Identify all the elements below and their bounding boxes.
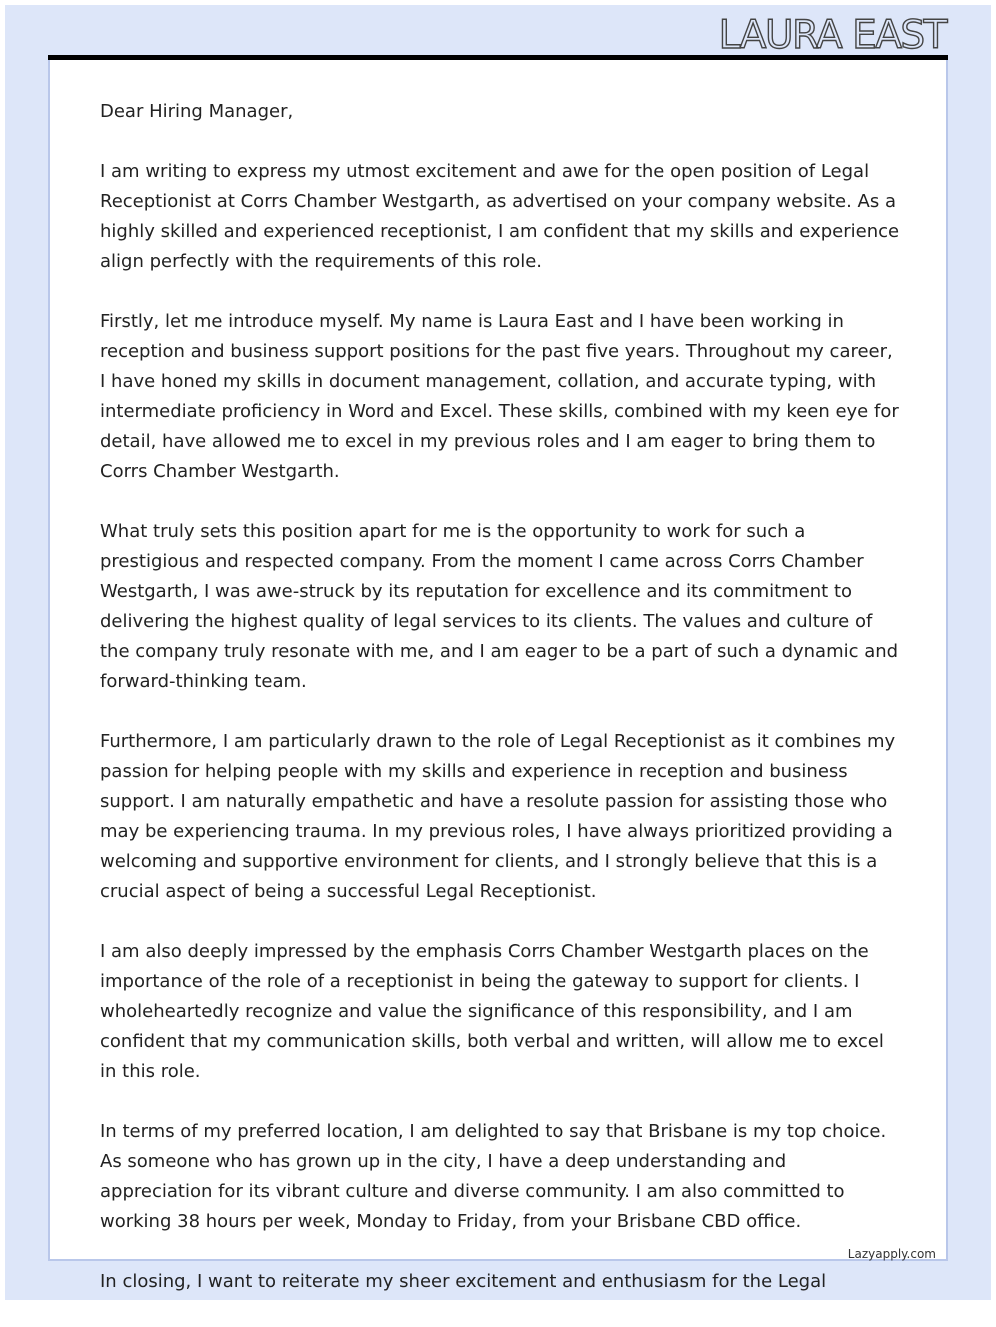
applicant-name: LAURA EAST	[718, 13, 946, 58]
paragraph: I am writing to express my utmost excitement and awe for the open position of Legal Receptionist at Corrs Chamber Westgarth, as advertised on your company website. As a highly skilled and experienced receptionist, I am confident that my skills and experience align perfectly with the requirements of this role.	[100, 161, 900, 272]
letter-body	[100, 97, 900, 1327]
watermark: Lazyapply.com	[847, 1247, 936, 1261]
paragraph: Furthermore, I am particularly drawn to the role of Legal Receptionist as it combines my passion for helping people with my skills and experience in reception and business support. I am naturally empathetic and have a resolute passion for assisting those who may be experiencing trauma. In my previous roles, I have always prioritized providing a welcoming and supportive environment for clients, and I strongly believe that this is a crucial aspect of being a successful Legal Receptionist.	[100, 731, 896, 902]
paragraph: Firstly, let me introduce myself. My name is Laura East and I have been working in reception and business support positions for the past five years. Throughout my career, I have honed my skills in document management, collation, and accurate typing, with intermediate proficiency in Word and Excel. These skills, combined with my keen eye for detail, have allowed me to excel in my previous roles and I am eager to bring them to Corrs Chamber Westgarth.	[100, 311, 899, 482]
paragraph: What truly sets this position apart for me is the opportunity to work for such a prestigious and respected company. From the moment I came across Corrs Chamber Westgarth, I was awe-struck by its reputation for excellence and its commitment to delivering the highest quality of legal services to its clients. The values and culture of the company truly resonate with me, and I am eager to be a part of such a dynamic and forward-thinking team.	[100, 521, 899, 692]
salutation: Dear Hiring Manager,	[100, 101, 294, 122]
paragraph: In closing, I want to reiterate my sheer excitement and enthusiasm for the Legal	[100, 1271, 827, 1292]
paragraph: In terms of my preferred location, I am delighted to say that Brisbane is my top choice. As someone who has grown up in the city, I have a deep understanding and appreciation for its vibrant culture and diverse community. I am also committed to working 38 hours per week, Monday to Friday, from your Brisbane CBD office.	[100, 1121, 887, 1232]
paragraph: I am also deeply impressed by the emphasis Corrs Chamber Westgarth places on the importance of the role of a receptionist in being the gateway to support for clients. I wholeheartedly recognize and value the significance of this responsibility, and I am confident that my communication skills, both verbal and written, will allow me to excel in this role.	[100, 941, 884, 1082]
